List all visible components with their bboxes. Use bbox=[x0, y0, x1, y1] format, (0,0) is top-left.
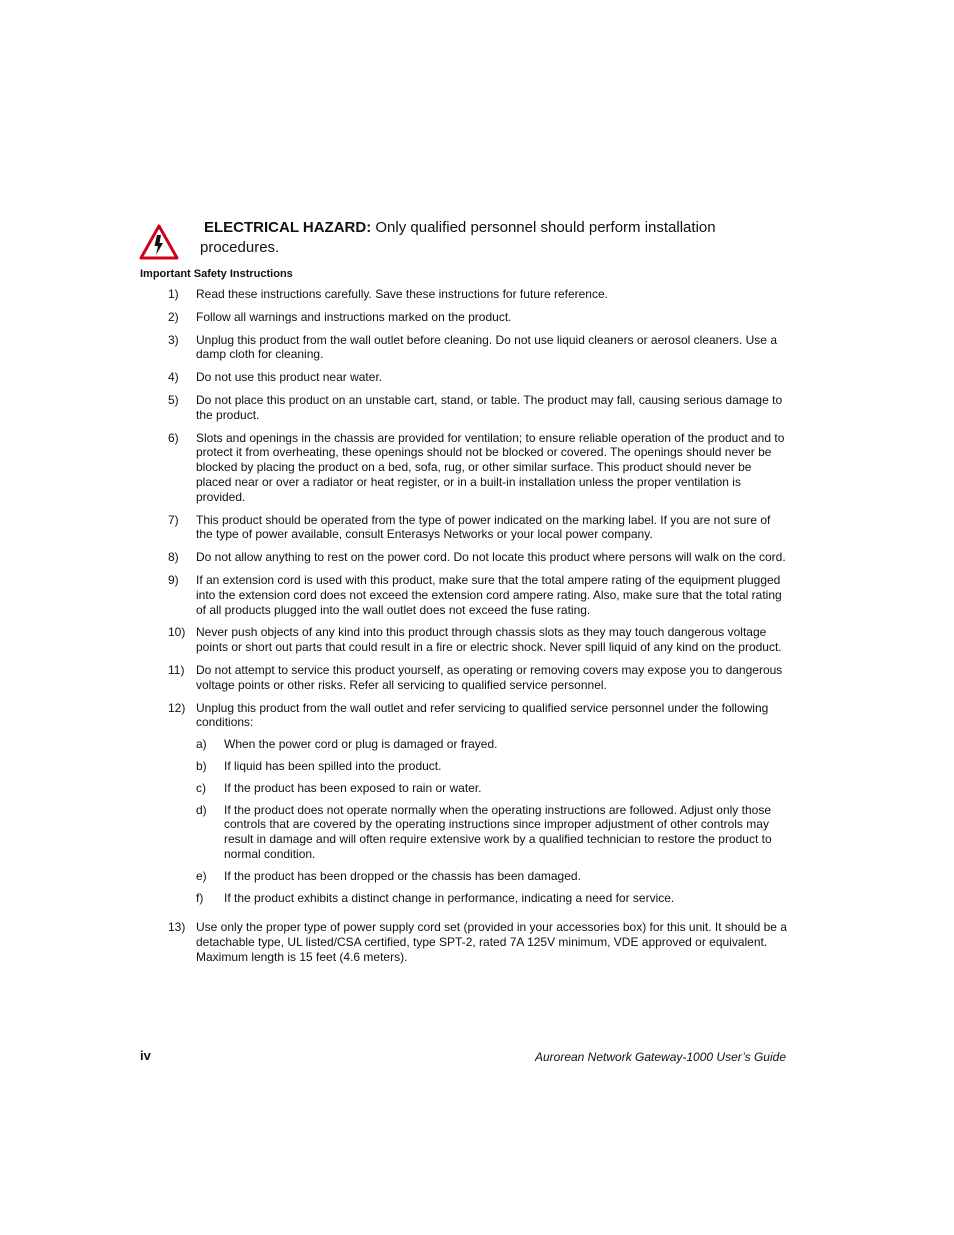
hazard-description: Only qualified personnel should perform installation procedures. bbox=[200, 219, 716, 256]
sub-item-text: If the product does not operate normally when the operating instructions are followed. Adjust only those controls that are covered by the operating instructions since improper adjustment of other controls may result in damage and will often require extensive work by a qualified technician to restore the product to normal condition. bbox=[224, 802, 772, 861]
sub-list-item bbox=[196, 781, 788, 796]
list-item bbox=[168, 287, 788, 302]
sub-item-text: When the power cord or plug is damaged or frayed. bbox=[224, 737, 498, 752]
item-text: Read these instructions carefully. Save these instructions for future reference. bbox=[196, 287, 608, 301]
sub-item-text: If the product has been dropped or the chassis has been damaged. bbox=[224, 868, 581, 883]
list-item bbox=[168, 625, 788, 655]
item-number: 12) bbox=[168, 700, 186, 715]
item-number: 2) bbox=[168, 309, 179, 324]
item-text: Unplug this product from the wall outlet before cleaning. Do not use liquid cleaners or aerosol cleaners. Use a damp cloth for cleaning. bbox=[196, 332, 777, 362]
item-text: This product should be operated from the type of power indicated on the marking label. If you are not sure of the type of power available, consult Enterasys Networks or your local power company. bbox=[196, 512, 771, 542]
sub-list-item bbox=[196, 891, 788, 906]
list-item bbox=[168, 393, 788, 423]
item-number: 3) bbox=[168, 332, 179, 347]
sub-list bbox=[196, 737, 788, 905]
list-item bbox=[168, 701, 788, 913]
item-number: 10) bbox=[168, 625, 186, 640]
item-text: Follow all warnings and instructions marked on the product. bbox=[196, 309, 512, 324]
item-number: 4) bbox=[168, 370, 179, 385]
item-body bbox=[196, 287, 788, 302]
sub-item-letter: f) bbox=[196, 890, 204, 905]
item-body bbox=[196, 550, 788, 565]
item-number: 1) bbox=[168, 287, 179, 301]
hazard-label: ELECTRICAL HAZARD: bbox=[204, 219, 372, 236]
list-item bbox=[168, 573, 788, 617]
item-body bbox=[196, 431, 788, 505]
list-item bbox=[168, 663, 788, 693]
item-number: 11) bbox=[168, 662, 185, 677]
item-body bbox=[196, 310, 788, 325]
item-body bbox=[196, 333, 788, 363]
sub-item-letter: b) bbox=[196, 758, 207, 773]
item-body bbox=[196, 625, 788, 655]
section-heading: Important Safety Instructions bbox=[140, 268, 293, 280]
item-body bbox=[196, 663, 788, 693]
safety-instructions-list bbox=[168, 287, 788, 973]
item-number: 6) bbox=[168, 430, 179, 445]
item-text: Do not attempt to service this product yourself, as operating or removing covers may expose you to dangerous voltage points or other risks. Refer all servicing to qualified service personnel. bbox=[196, 662, 783, 692]
electrical-hazard-icon bbox=[139, 224, 179, 260]
item-body bbox=[196, 513, 788, 543]
item-text: Do not allow anything to rest on the power cord. Do not locate this product where persons will walk on the cord. bbox=[196, 550, 786, 565]
page-number: iv bbox=[140, 1048, 151, 1063]
item-text: Never push objects of any kind into this product through chassis slots as they may touch dangerous voltage points or short out parts that could result in a fire or electric shock. Never spill liquid of any kind on the product. bbox=[196, 625, 782, 655]
sub-item-letter: c) bbox=[196, 780, 206, 795]
list-item bbox=[168, 550, 788, 565]
item-number: 5) bbox=[168, 392, 179, 407]
list-item bbox=[168, 431, 788, 505]
hazard-text bbox=[200, 218, 790, 258]
item-body bbox=[196, 920, 788, 964]
item-number: 9) bbox=[168, 572, 179, 587]
item-number: 8) bbox=[168, 550, 179, 565]
item-text: Use only the proper type of power supply cord set (provided in your accessories box) for this unit. It should be a detachable type, UL listed/CSA certified, type SPT-2, rated 7A 125V minimum, VDE approved or equivalent. Maximum length is 15 feet (4.6 meters). bbox=[196, 920, 787, 964]
list-item bbox=[168, 920, 788, 964]
sub-item-text: If liquid has been spilled into the product. bbox=[224, 758, 442, 773]
sub-item-letter: a) bbox=[196, 737, 207, 752]
list-item bbox=[168, 333, 788, 363]
list-item bbox=[168, 310, 788, 325]
list-item bbox=[168, 370, 788, 385]
sub-list-item bbox=[196, 737, 788, 752]
item-text: Do not place this product on an unstable cart, stand, or table. The product may fall, causing serious damage to the product. bbox=[196, 392, 783, 422]
document-title: Aurorean Network Gateway-1000 User’s Guide bbox=[534, 1050, 786, 1064]
sub-list-item bbox=[196, 759, 788, 774]
sub-item-letter: e) bbox=[196, 868, 207, 883]
item-body bbox=[196, 370, 788, 385]
item-body bbox=[196, 393, 788, 423]
item-text: Unplug this product from the wall outlet and refer servicing to qualified service personnel under the following conditions: bbox=[196, 700, 769, 730]
sub-list-item bbox=[196, 803, 788, 862]
sub-item-text: If the product has been exposed to rain or water. bbox=[224, 780, 482, 795]
item-number: 13) bbox=[168, 920, 186, 935]
sub-item-letter: d) bbox=[196, 802, 207, 817]
item-body bbox=[196, 573, 788, 617]
item-body bbox=[196, 701, 788, 913]
item-text: If an extension cord is used with this product, make sure that the total ampere rating of the equipment plugged into the extension cord does not exceed the extension cord ampere rating. Also, make sure that the total rating of all products plugged into the wall outlet does not exceed the fuse rating. bbox=[196, 572, 782, 617]
list-item bbox=[168, 513, 788, 543]
item-text: Slots and openings in the chassis are provided for ventilation; to ensure reliable operation of the product and to protect it from overheating, these openings should not be blocked or covered. The openings should never be blocked by placing the product on a bed, sofa, rug, or other similar surface. This product should never be placed near or over a radiator or heat register, or in a built-in installation unless the proper ventilation is provided. bbox=[196, 430, 785, 504]
sub-item-text: If the product exhibits a distinct change in performance, indicating a need for service. bbox=[224, 890, 675, 905]
sub-list-item bbox=[196, 869, 788, 884]
item-text: Do not use this product near water. bbox=[196, 370, 383, 385]
item-number: 7) bbox=[168, 512, 179, 527]
